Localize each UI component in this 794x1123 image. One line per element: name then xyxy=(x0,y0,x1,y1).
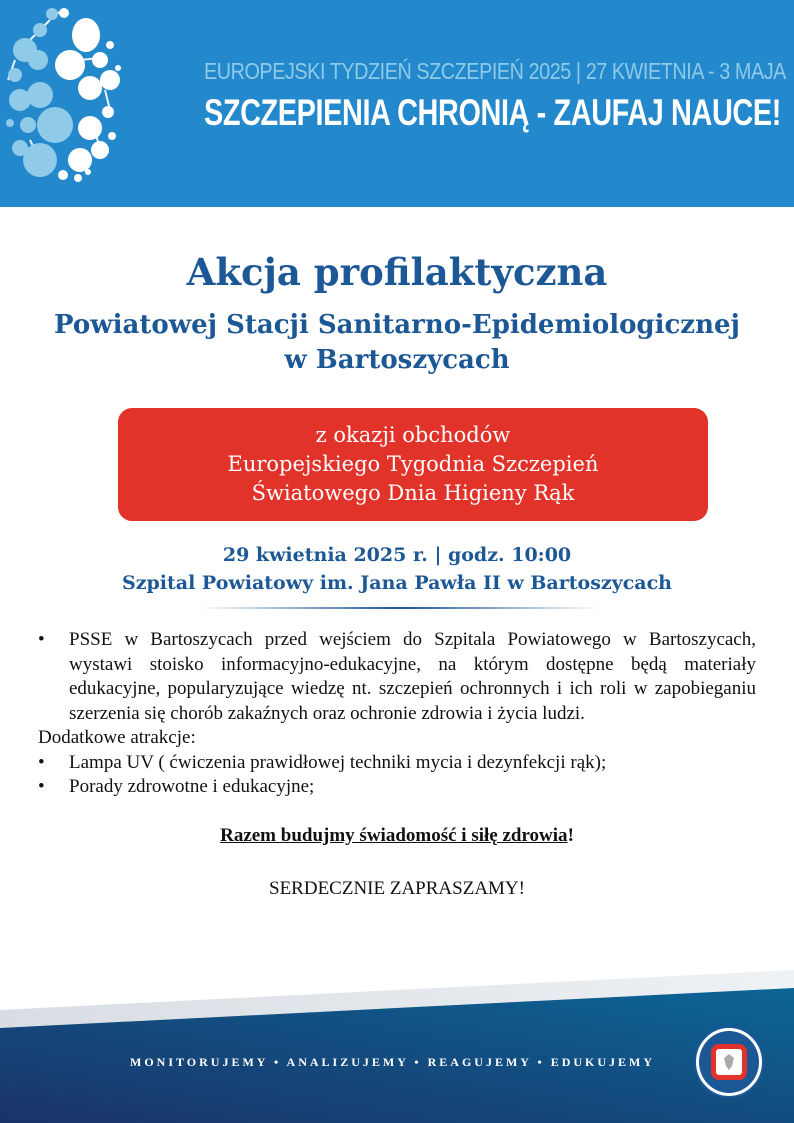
occasion-line: z okazji obchodów xyxy=(315,423,511,447)
bullet: • xyxy=(38,629,45,650)
header-banner xyxy=(0,0,794,207)
organizer-location: w Bartoszycach xyxy=(284,345,510,375)
slogan-end: ! xyxy=(567,824,574,846)
list-item xyxy=(38,775,756,800)
page-title: Akcja profilaktyczna xyxy=(186,250,608,294)
invitation: SERDECZNIE ZAPRASZAMY! xyxy=(269,878,525,899)
campaign-slogan: SZCZEPIENIA CHRONIĄ - ZAUFAJ NAUCE! xyxy=(204,92,781,133)
occasion-line: Światowego Dnia Higieny Rąk xyxy=(251,481,575,505)
organizer-line: Powiatowej Stacji Sanitarno-Epidemiologicznej xyxy=(54,310,740,340)
list-item-text: Porady zdrowotne i edukacyjne; xyxy=(69,776,315,797)
sanitary-inspection-seal-icon xyxy=(694,1026,764,1098)
event-date: 29 kwietnia 2025 r. | godz. 10:00 xyxy=(222,544,572,566)
footer-banner xyxy=(0,960,794,1123)
occasion-line: Europejskiego Tygodnia Szczepień xyxy=(227,452,599,476)
campaign-subtitle: EUROPEJSKI TYDZIEŃ SZCZEPIEŃ 2025 | 27 KWIETNIA - 3 MAJA xyxy=(204,58,786,84)
footer-motto: MONITORUJEMY • ANALIZUJEMY • REAGUJEMY • EDUKUJEMY xyxy=(130,1055,656,1069)
list-item-text: Lampa UV ( ćwiczenia prawidłowej techniki mycia i dezynfekcji rąk); xyxy=(69,751,607,773)
molecule-logo-icon xyxy=(0,0,200,207)
event-place: Szpital Powiatowy im. Jana Pawła II w Bartoszycach xyxy=(122,572,672,594)
list-item-text: PSSE w Bartoszycach przed wejściem do Szpitala Powiatowego w Bartoszycach, wystawi stoisko informacyjno-edukacyjne, na którym dostępne będą materiały edukacyjne, popularyzujące wiedzę nt. szczepień ochronnych i ich roli w zapobieganiu szerzenia się chorób zakaźnych oraz ochronie zdrowia i życia ludzi. xyxy=(69,629,756,724)
list-item xyxy=(38,751,756,776)
slogan-text: Razem budujmy świadomość i siłę zdrowia xyxy=(220,824,568,846)
closing-slogan xyxy=(38,824,756,849)
bullet: • xyxy=(38,776,45,797)
divider xyxy=(200,607,600,609)
occasion-box xyxy=(118,408,708,521)
extras-label: Dodatkowe atrakcje: xyxy=(38,727,196,748)
event-description xyxy=(38,628,756,902)
list-item xyxy=(38,628,756,726)
bullet: • xyxy=(38,751,45,773)
